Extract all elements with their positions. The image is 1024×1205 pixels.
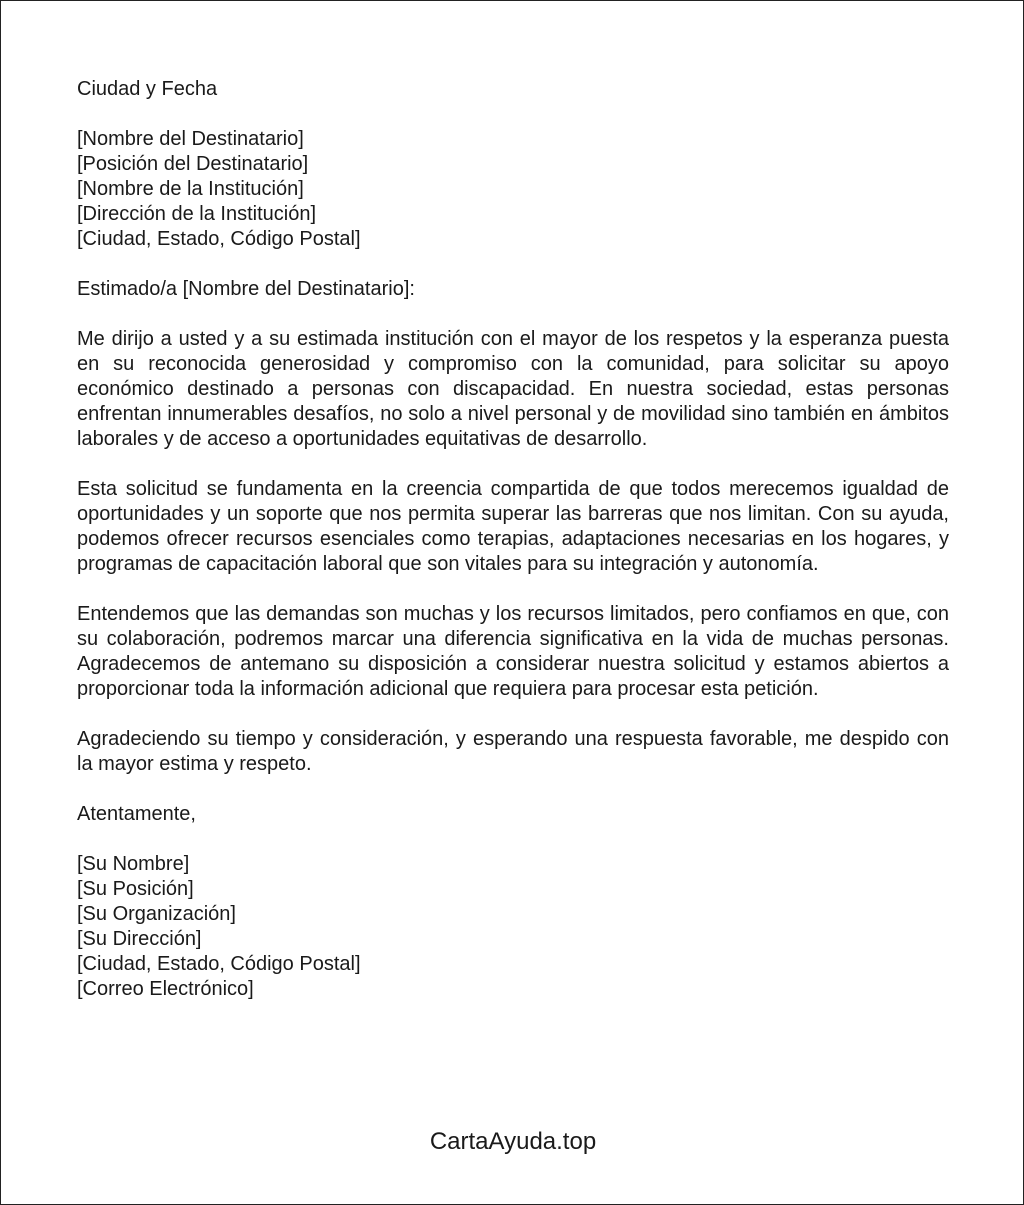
signature-organization: [Su Organización] bbox=[77, 903, 236, 925]
signature-email: [Correo Electrónico] bbox=[77, 978, 254, 1000]
salutation-text: Estimado/a [Nombre del Destinatario]: bbox=[77, 278, 415, 300]
closing-text: Atentamente, bbox=[77, 803, 196, 825]
city-date bbox=[77, 77, 949, 102]
letter-body bbox=[77, 77, 949, 1027]
signature-position: [Su Posición] bbox=[77, 878, 194, 900]
footer-site: CartaAyuda.top bbox=[429, 1128, 597, 1155]
recipient-city: [Ciudad, Estado, Código Postal] bbox=[77, 228, 361, 250]
signature-block bbox=[77, 852, 949, 1002]
recipient-name: [Nombre del Destinatario] bbox=[77, 128, 304, 150]
signature-name: [Su Nombre] bbox=[77, 853, 190, 875]
closing bbox=[77, 802, 949, 827]
paragraph-1: Me dirijo a usted y a su estimada institución con el mayor de los respetos y la esperanza puesta en su reconocida generosidad y compromiso con la comunidad, para solicitar su apoyo económico destinado a personas con discapacidad. En nuestra sociedad, estas personas enfrentan innumerables desafíos, no solo a nivel personal y de movilidad sino también en ámbitos laborales y de acceso a oportunidades equitativas de desarrollo. bbox=[77, 328, 949, 450]
recipient-address: [Dirección de la Institución] bbox=[77, 203, 317, 225]
recipient-position: [Posición del Destinatario] bbox=[77, 153, 309, 175]
city-date-text: Ciudad y Fecha bbox=[77, 78, 218, 100]
paragraph-3: Entendemos que las demandas son muchas y los recursos limitados, pero confiamos en que, con su colaboración, podremos marcar una diferencia significativa en la vida de muchas personas. Agradecemos de antemano su disposición a considerar nuestra solicitud y estamos abiertos a proporcionar toda la información adicional que requiera para procesar esta petición. bbox=[77, 603, 949, 700]
paragraph-4: Agradeciendo su tiempo y consideración, y esperando una respuesta favorable, me despido con la mayor estima y respeto. bbox=[77, 728, 949, 775]
signature-city: [Ciudad, Estado, Código Postal] bbox=[77, 953, 361, 975]
recipient-institution: [Nombre de la Institución] bbox=[77, 178, 304, 200]
signature-address: [Su Dirección] bbox=[77, 928, 202, 950]
paragraph-2: Esta solicitud se fundamenta en la creencia compartida de que todos merecemos igualdad de oportunidades y un soporte que nos permita superar las barreras que nos limitan. Con su ayuda, podemos ofrecer recursos esenciales como terapias, adaptaciones necesarias en los hogares, y programas de capacitación laboral que son vitales para su integración y autonomía. bbox=[77, 478, 949, 575]
salutation bbox=[77, 277, 949, 302]
recipient-block bbox=[77, 127, 949, 252]
